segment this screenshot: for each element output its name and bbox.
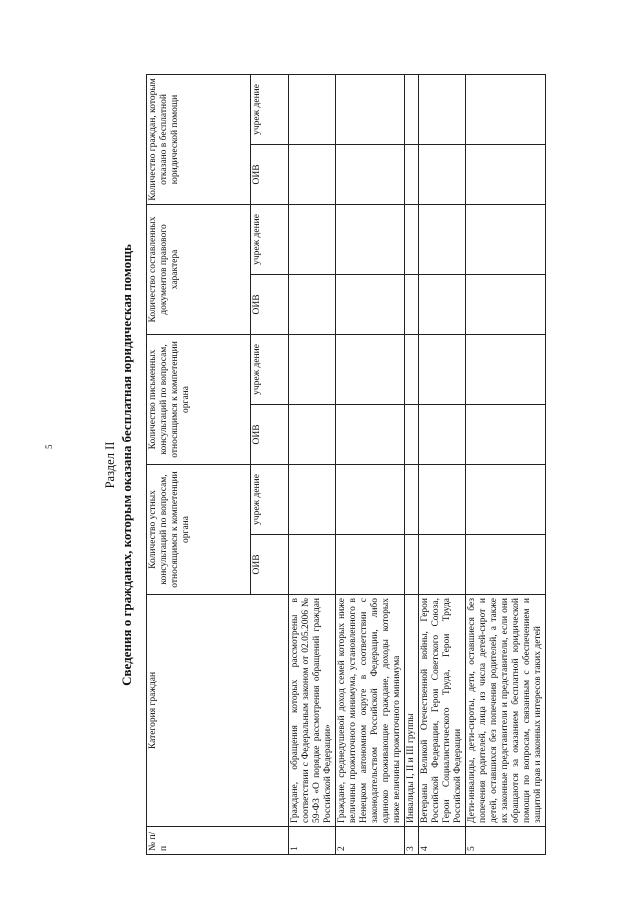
- subheader-oiv: ОИВ: [251, 144, 289, 204]
- cell: [289, 334, 336, 404]
- cell: [289, 144, 336, 204]
- cell: [336, 404, 405, 464]
- cell: [405, 144, 419, 204]
- table-row: [336, 74, 405, 854]
- row-number: 2: [336, 827, 405, 855]
- cell: [336, 274, 405, 334]
- cell: [405, 74, 419, 144]
- cell: [419, 535, 466, 595]
- subheader-institution: учреж дение: [251, 334, 289, 404]
- subheader-institution: учреж дение: [251, 74, 289, 144]
- section-title: Раздел II: [103, 441, 117, 489]
- cell: [466, 404, 546, 464]
- cell: [419, 274, 466, 334]
- table-row: [419, 74, 466, 854]
- cell: [419, 404, 466, 464]
- rotated-page-content: [102, 75, 640, 855]
- row-category: Граждане, среднедушевой доход семей которых ниже величины прожиточного минимума, установленного в Ненецком автономном округе в соответствии с законодательством Российской Федерации, либо одиноко проживающие граждане, доходы которых ниже величины прожиточного минимума: [336, 595, 405, 827]
- cell: [419, 74, 466, 144]
- cell: [336, 204, 405, 274]
- subheader-oiv: ОИВ: [251, 404, 289, 464]
- cell: [466, 74, 546, 144]
- legal-aid-table: [146, 74, 546, 855]
- header-written-consultations: Количество письменных консультаций по вопросам, относящимся к компетенции органа: [147, 334, 251, 464]
- row-category: Инвалиды I, II и III группы: [405, 595, 419, 827]
- page-number: 5: [44, 444, 54, 449]
- cell: [289, 74, 336, 144]
- header-legal-documents: Количество составленных документов правового характера: [147, 204, 251, 334]
- document-title: Сведения о гражданах, которым оказана бесплатная юридическая помощь: [119, 244, 134, 686]
- table-row: [466, 74, 546, 854]
- cell: [405, 204, 419, 274]
- cell: [466, 334, 546, 404]
- row-category: Граждане, обращения которых рассмотрены в соответствии с Федеральным законом от 02.05.2006 № 59-ФЗ «О порядке рассмотрения обращений граждан Российской Федерации»: [289, 595, 336, 827]
- row-number: 4: [419, 827, 466, 855]
- table-row: [289, 74, 336, 854]
- header-num: № п/п: [147, 827, 289, 855]
- cell: [336, 144, 405, 204]
- row-category: Дети-инвалиды, дети-сироты, дети, оставшиеся без попечения родителей, лица из числа детей-сирот и детей, оставшихся без попечения родителей, а также их законные представители и представители, если они обращаются за оказанием бесплатной юридической помощи по вопросам, связанным с обеспечением и защитой прав и законных интересов таких детей: [466, 595, 546, 827]
- cell: [289, 204, 336, 274]
- cell: [466, 535, 546, 595]
- cell: [336, 334, 405, 404]
- cell: [466, 204, 546, 274]
- cell: [289, 274, 336, 334]
- cell: [466, 464, 546, 534]
- cell: [336, 74, 405, 144]
- subheader-oiv: ОИВ: [251, 535, 289, 595]
- row-number: 5: [466, 827, 546, 855]
- cell: [289, 404, 336, 464]
- header-oral-consultations: Количество устных консультаций по вопросам, относящимся к компетенции органа: [147, 464, 251, 594]
- row-category: Ветераны Великой Отечественной войны, Герои Российской Федерации, Герои Советского Союза, Герои Социалистического Труда, Герои Труда Российской Федерации: [419, 595, 466, 827]
- cell: [405, 535, 419, 595]
- cell: [289, 464, 336, 534]
- subheader-institution: учреж дение: [251, 464, 289, 534]
- subheader-institution: учреж дение: [251, 204, 289, 274]
- table-row: [405, 74, 419, 854]
- header-category: Категория граждан: [147, 595, 289, 827]
- header-refused-citizens: Количество граждан, которым отказано в бесплатной юридической помощи: [147, 74, 251, 204]
- cell: [405, 464, 419, 534]
- cell: [336, 535, 405, 595]
- subheader-oiv: ОИВ: [251, 274, 289, 334]
- cell: [289, 535, 336, 595]
- cell: [466, 144, 546, 204]
- cell: [419, 204, 466, 274]
- cell: [419, 464, 466, 534]
- cell: [419, 144, 466, 204]
- cell: [405, 404, 419, 464]
- cell: [336, 464, 405, 534]
- row-number: 1: [289, 827, 336, 855]
- cell: [419, 334, 466, 404]
- cell: [405, 274, 419, 334]
- cell: [466, 274, 546, 334]
- row-number: 3: [405, 827, 419, 855]
- cell: [405, 334, 419, 404]
